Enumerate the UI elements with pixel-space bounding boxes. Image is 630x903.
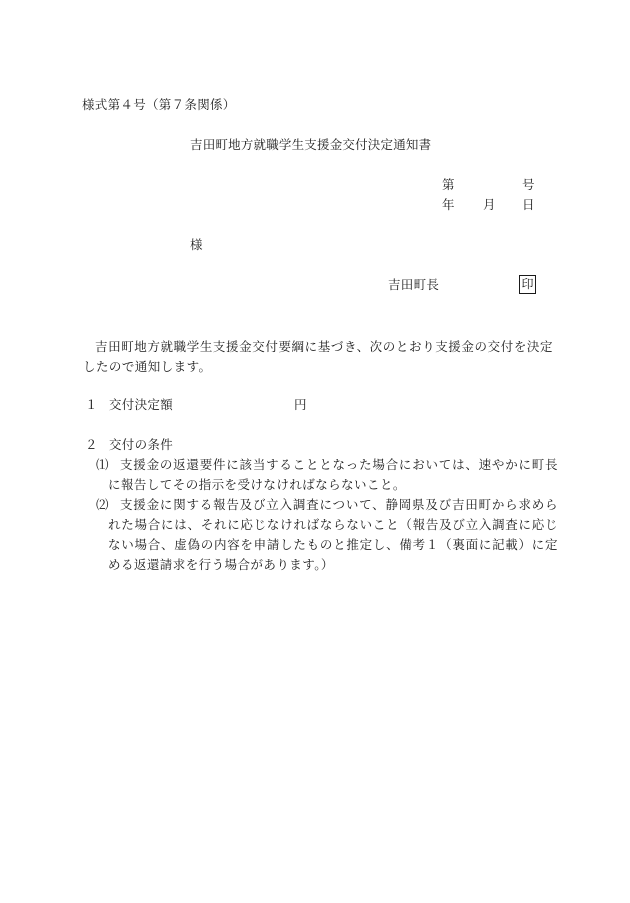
number-prefix: 第: [442, 177, 455, 192]
condition-text: 支援金の返還要件に該当することとなった場合においては、速やかに町長に報告してその指示を受けなければならないこと。: [108, 457, 558, 492]
date-day-label: 日: [522, 197, 535, 212]
date-year-label: 年: [442, 197, 455, 212]
currency-unit: 円: [294, 397, 307, 412]
seal-stamp-box: 印: [519, 275, 536, 294]
addressee-suffix: 様: [190, 237, 203, 252]
item-label-grant-amount: 交付決定額: [109, 397, 174, 412]
form-number: 様式第４号（第７条関係）: [82, 97, 236, 112]
condition-number: ⑴: [96, 457, 109, 472]
date-month-label: 月: [483, 197, 496, 212]
number-suffix: 号: [522, 177, 535, 192]
condition-text: 支援金に関する報告及び立入調査について、静岡県及び吉田町から求められた場合には、それに応じなければならないこと（報告及び立入調査に応じない場合、虚偽の内容を申請したものと推定し、備考１（裏面に記載）に定める返還請求を行う場合があります。）: [108, 497, 558, 572]
item-number: ２: [85, 437, 98, 452]
document-title: 吉田町地方就職学生支援金交付決定通知書: [190, 137, 432, 152]
condition-number: ⑵: [96, 497, 109, 512]
notice-body: 吉田町地方就職学生支援金交付要綱に基づき、次のとおり支援金の交付を決定したので通知します。: [83, 339, 553, 374]
item-label-conditions: 交付の条件: [109, 437, 174, 452]
issuer-name: 吉田町長: [388, 277, 440, 292]
item-number: １: [85, 397, 98, 412]
